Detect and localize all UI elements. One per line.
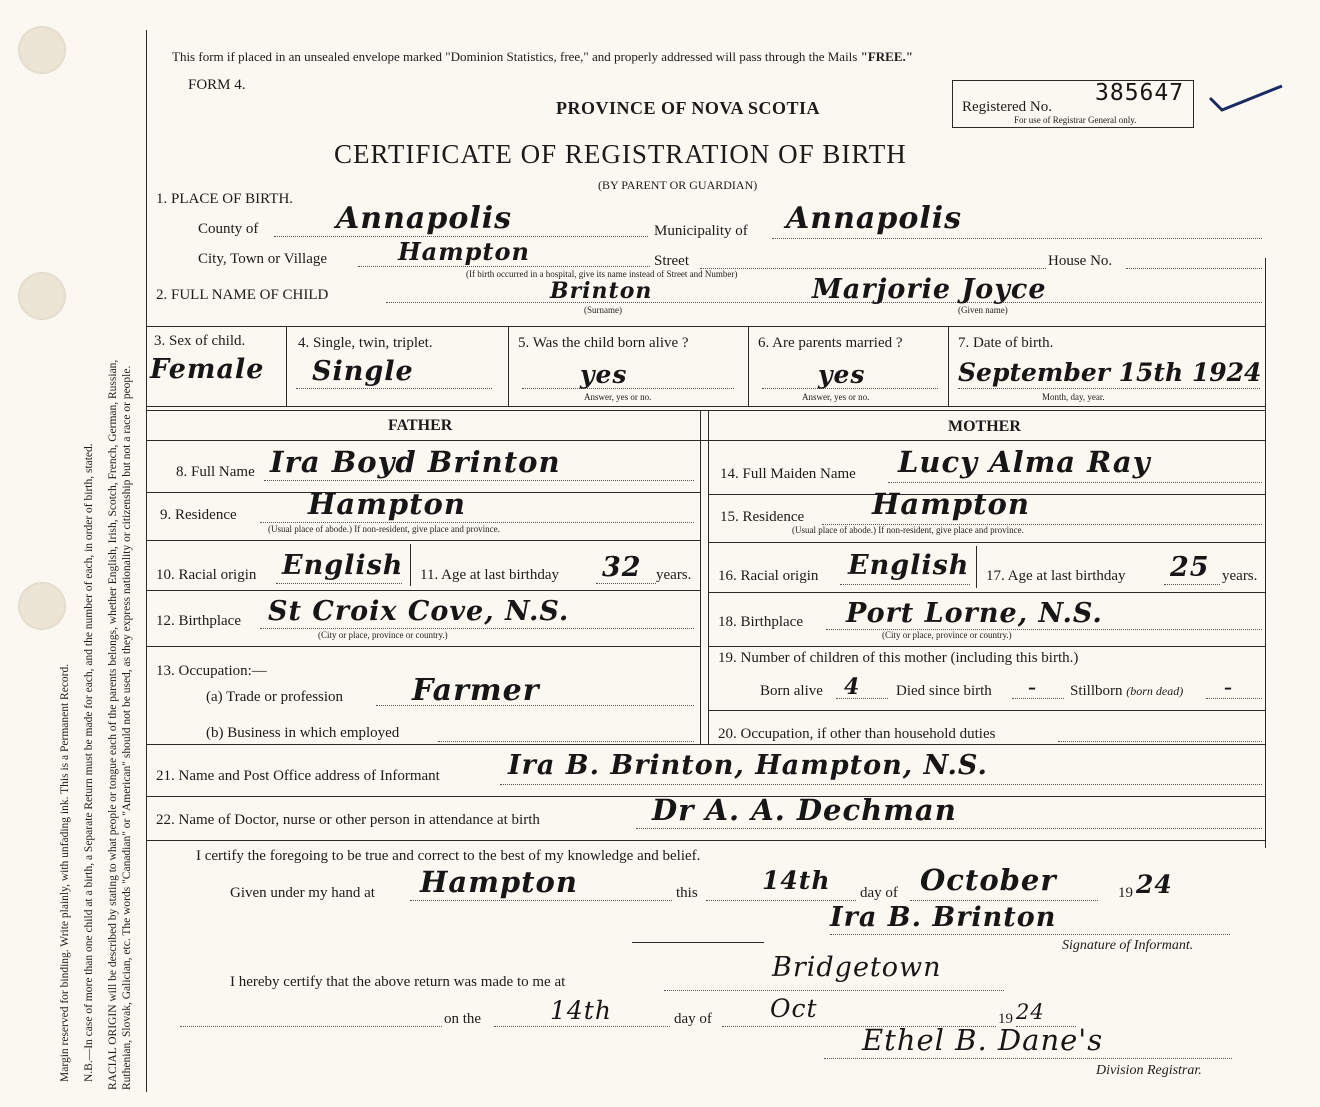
father-racial-value: English [282, 550, 404, 581]
mother-years-label: years. [1222, 568, 1258, 584]
registrar-place-value: Bridgetown [772, 952, 942, 983]
doctor-value: Dr A. A. Dechman [652, 793, 957, 827]
single-value: Single [312, 356, 414, 387]
mother-birthplace-caption: (City or place, province or country.) [882, 630, 1012, 640]
house-label: House No. [1048, 253, 1113, 269]
father-name-label: 8. Full Name [176, 464, 255, 480]
father-racial-underline [276, 583, 402, 584]
single-underline [296, 388, 492, 389]
given-year-value: 24 [1136, 870, 1173, 899]
mother-row15-line [708, 542, 1265, 543]
margin-note-binding: Margin reserved for binding. Write plainly, with unfading ink. This is a Permanent Record. [59, 663, 71, 1082]
father-name-underline [264, 480, 694, 481]
given-day-underline [706, 900, 856, 901]
given-month-value: October [920, 863, 1057, 897]
mother-name-underline [888, 482, 1262, 483]
mother-occupation-underline [1058, 741, 1262, 742]
county-value: Annapolis [336, 201, 513, 236]
mother-name-value: Lucy Alma Ray [898, 445, 1151, 479]
parents-divider-a [700, 410, 701, 744]
died-since-label: Died since birth [896, 683, 992, 699]
mail-note-text: This form if placed in an unsealed envelope marked "Dominion Statistics, free," and properly addressed will pass through the Mails [172, 49, 861, 64]
certificate-subtitle: (BY PARENT OR GUARDIAN) [598, 178, 758, 192]
city-underline [358, 266, 650, 267]
mother-age-value: 25 [1170, 552, 1210, 583]
father-birthplace-underline [260, 628, 694, 629]
row3-divider-2 [508, 326, 509, 406]
father-business-underline [438, 741, 694, 742]
mother-row16-line [708, 592, 1265, 593]
margin-note-racial-origin-2: Ruthenian, Slovak, Galician, etc. The words "Canadian" or "American" should not be used, as they express nationality or citizenship but not a race or people. [121, 365, 133, 1090]
given-month-underline [910, 900, 1098, 901]
right-border [1265, 258, 1266, 848]
stillborn-value: – [1224, 678, 1233, 697]
married-value: yes [818, 360, 866, 389]
informant-signature-underline [830, 934, 1230, 935]
certification-divider [632, 942, 764, 943]
father-heading: FATHER [388, 417, 453, 434]
died-since-underline [1012, 698, 1064, 699]
father-birthplace-label: 12. Birthplace [156, 613, 241, 629]
father-years-label: years. [656, 567, 692, 583]
registrar-day-of-label: day of [674, 1011, 712, 1027]
father-age-underline [596, 583, 656, 584]
certify-statement: I certify the foregoing to be true and correct to the best of my knowledge and belief. [196, 848, 701, 864]
county-label: County of [198, 221, 259, 237]
married-caption: Answer, yes or no. [802, 392, 870, 402]
punch-hole-bottom [18, 582, 66, 630]
given-place-value: Hampton [420, 865, 578, 899]
mother-row18-line [708, 646, 1265, 647]
registrar-statement: I hereby certify that the above return was made to me at [230, 974, 566, 990]
mother-age-underline [1164, 584, 1220, 585]
mother-racial-value: English [848, 550, 970, 581]
father-business-label: (b) Business in which employed [206, 725, 400, 741]
father-residence-value: Hampton [308, 487, 466, 521]
informant-value: Ira B. Brinton, Hampton, N.S. [508, 750, 988, 781]
father-age-value: 32 [602, 552, 642, 583]
father-residence-caption: (Usual place of abode.) If non-resident, give place and province. [268, 524, 500, 534]
street-label: Street [654, 253, 689, 269]
father-row10-line [146, 590, 700, 591]
father-row12-line [146, 646, 700, 647]
house-underline [1126, 268, 1262, 269]
row3-divider-1 [286, 326, 287, 406]
born-alive-label: Born alive [760, 683, 823, 699]
father-residence-label: 9. Residence [160, 507, 237, 523]
dob-label: 7. Date of birth. [958, 335, 1054, 351]
father-birthplace-value: St Croix Cove, N.S. [268, 596, 570, 627]
margin-note-racial-origin-1: RACIAL ORIGIN will be described by stating to what people or tongue each of the parents belongs, whether English, Irish, Scotch, French, German, Russian, [107, 359, 119, 1090]
punch-hole-top [18, 26, 66, 74]
mother-residence-value: Hampton [872, 487, 1030, 521]
certificate-title: CERTIFICATE OF REGISTRATION OF BIRTH [334, 139, 907, 169]
parents-heading-line [146, 440, 1265, 441]
left-border [146, 30, 147, 1092]
informant-signature: Ira B. Brinton [830, 902, 1057, 933]
given-day-value: 14th [762, 866, 831, 895]
city-label: City, Town or Village [198, 251, 328, 267]
alive-label: 5. Was the child born alive ? [518, 335, 689, 351]
place-of-birth-heading: 1. PLACE OF BIRTH. [156, 191, 294, 207]
registrar-month-value: Oct [770, 994, 818, 1023]
dob-caption: Month, day, year. [1042, 392, 1105, 402]
check-mark-icon [1206, 80, 1286, 116]
parents-top-line [146, 410, 1265, 411]
surname-caption: (Surname) [584, 305, 622, 315]
registered-label: Registered No. [962, 99, 1052, 115]
registrar-note: For use of Registrar General only. [1014, 115, 1137, 125]
mother-birthplace-value: Port Lorne, N.S. [846, 598, 1103, 629]
alive-caption: Answer, yes or no. [584, 392, 652, 402]
parents-bottom-line [146, 744, 1265, 745]
given-place-underline [410, 900, 672, 901]
province-heading: PROVINCE OF NOVA SCOTIA [556, 98, 821, 118]
mother-children-label: 19. Number of children of this mother (including this birth.) [718, 650, 1079, 666]
hospital-note: (If birth occurred in a hospital, give its name instead of Street and Number) [466, 269, 738, 279]
street-underline [700, 268, 1046, 269]
registrar-day-underline [494, 1026, 670, 1027]
registrar-signature: Ethel B. Dane's [862, 1023, 1104, 1057]
sex-label: 3. Sex of child. [154, 333, 246, 349]
father-trade-label: (a) Trade or profession [206, 689, 344, 705]
mother-birthplace-label: 18. Birthplace [718, 614, 803, 630]
given-under-label: Given under my hand at [230, 885, 375, 901]
row3-bottom-line [146, 406, 1265, 407]
stillborn-text: Stillborn [1070, 683, 1123, 699]
mother-occupation-label: 20. Occupation, if other than household duties [718, 726, 996, 742]
father-residence-underline [260, 522, 694, 523]
child-surname: Brinton [550, 278, 653, 304]
municipality-label: Municipality of [654, 223, 748, 239]
registrar-caption: Division Registrar. [1096, 1063, 1202, 1078]
sex-value: Female [150, 354, 265, 385]
father-racial-divider [410, 544, 411, 586]
on-the-leading-dots [180, 1026, 442, 1027]
municipality-underline [772, 238, 1262, 239]
given-year-prefix: 19 [1118, 885, 1133, 901]
this-label: this [676, 885, 698, 901]
mother-heading: MOTHER [948, 418, 1021, 435]
doctor-line [146, 840, 1265, 841]
day-of-label: day of [860, 885, 898, 901]
father-age-label: 11. Age at last birthday [420, 567, 559, 583]
married-label: 6. Are parents married ? [758, 335, 903, 351]
row3-top-line [146, 326, 1265, 327]
born-alive-value: 4 [844, 674, 861, 700]
informant-label: 21. Name and Post Office address of Informant [156, 768, 440, 784]
municipality-value: Annapolis [786, 201, 963, 236]
on-the-label: on the [444, 1011, 482, 1027]
mother-name-label: 14. Full Maiden Name [720, 466, 856, 482]
father-trade-value: Farmer [412, 673, 540, 708]
died-since-value: – [1028, 678, 1037, 697]
signature-caption: Signature of Informant. [1062, 938, 1194, 953]
mail-note-free: "FREE." [860, 49, 913, 64]
father-name-value: Ira Boyd Brinton [270, 445, 561, 479]
child-name-label: 2. FULL NAME OF CHILD [156, 287, 329, 303]
stillborn-note: (born dead) [1126, 684, 1184, 698]
doctor-underline [636, 828, 1262, 829]
row3-divider-3 [748, 326, 749, 406]
registrar-signature-underline [824, 1058, 1232, 1059]
father-row9-line [146, 540, 700, 541]
stillborn-label [1070, 684, 1183, 699]
city-value: Hampton [398, 237, 530, 266]
punch-hole-middle [18, 272, 66, 320]
informant-underline [500, 784, 1262, 785]
alive-underline [522, 388, 734, 389]
child-given-name: Marjorie Joyce [812, 274, 1047, 305]
registrar-day-value: 14th [550, 996, 612, 1025]
margin-note-multiple-births: N.B.—In case of more than one child at a birth, a Separate Return must be made for each, and the number of each, in order of birth, stated. [83, 443, 95, 1082]
parents-divider-b [708, 410, 709, 744]
father-birthplace-caption: (City or place, province or country.) [318, 630, 448, 640]
mother-racial-underline [840, 584, 970, 585]
form-number: FORM 4. [188, 77, 246, 93]
doctor-label: 22. Name of Doctor, nurse or other person in attendance at birth [156, 812, 540, 828]
registrar-year-value: 24 [1016, 1000, 1045, 1024]
mother-row19-line [708, 710, 1265, 711]
father-racial-label: 10. Racial origin [156, 567, 257, 583]
mother-residence-caption: (Usual place of abode.) If non-resident, give place and province. [792, 525, 1024, 535]
mail-note [172, 50, 913, 63]
single-label: 4. Single, twin, triplet. [298, 335, 433, 351]
dob-value: September 15th 1924 [958, 358, 1262, 387]
registered-number: 385647 [1095, 80, 1185, 106]
stillborn-underline [1206, 698, 1262, 699]
registrar-place-underline [664, 990, 1004, 991]
dob-underline [958, 388, 1260, 389]
alive-value: yes [580, 360, 628, 389]
mother-racial-divider [976, 546, 977, 588]
mother-racial-label: 16. Racial origin [718, 568, 819, 584]
registrar-year-prefix: 19 [998, 1011, 1013, 1027]
mother-residence-label: 15. Residence [720, 509, 805, 525]
row3-divider-4 [948, 326, 949, 406]
given-caption: (Given name) [958, 305, 1008, 315]
father-occupation-label: 13. Occupation:— [156, 663, 267, 679]
mother-age-label: 17. Age at last birthday [986, 568, 1126, 584]
